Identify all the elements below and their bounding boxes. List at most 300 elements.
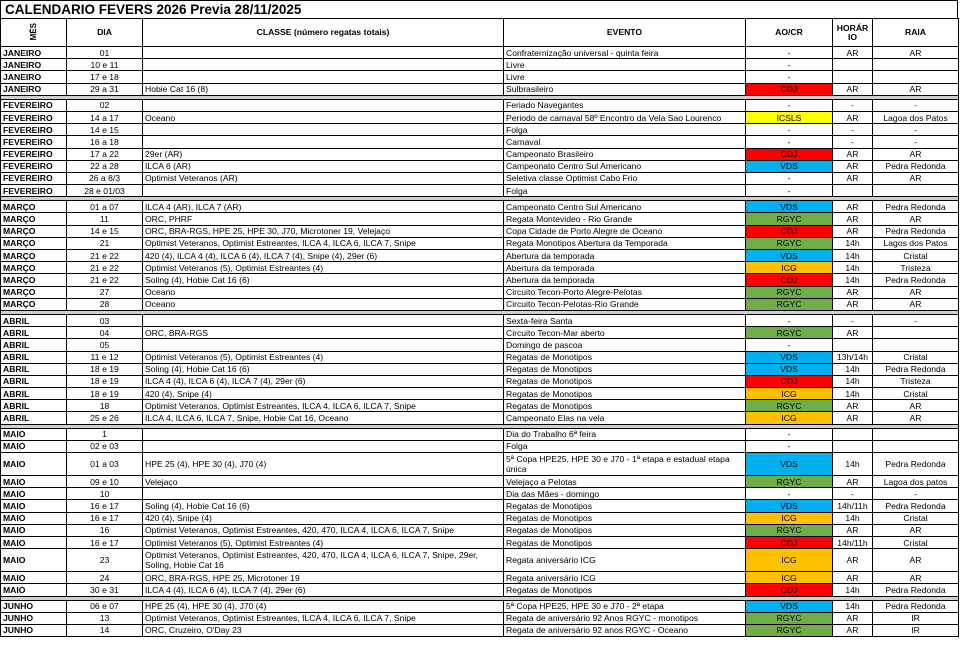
time-cell: AR — [833, 160, 873, 172]
venue-cell: IR — [873, 612, 959, 624]
calendar-row — [1, 262, 959, 274]
time-cell: AR — [833, 213, 873, 225]
venue-cell: AR — [873, 524, 959, 536]
class-cell: ILCA 4 (4), ILCA 6 (4), ILCA 7 (4), 29er (6) — [143, 375, 504, 387]
venue-cell: IR — [873, 624, 959, 636]
organizer-cell: ICG — [746, 262, 833, 274]
venue-cell: - — [873, 488, 959, 500]
event-cell: Abertura da temporada — [504, 262, 746, 274]
month-cell: MARÇO — [1, 262, 67, 274]
event-cell: Circuito Tecon-Mar aberto — [504, 327, 746, 339]
event-cell: Feriado Navegantes — [504, 99, 746, 111]
day-cell: 16 a 18 — [67, 136, 143, 148]
day-cell: 27 — [67, 286, 143, 298]
time-cell: AR — [833, 524, 873, 536]
day-cell: 02 e 03 — [67, 440, 143, 452]
time-cell: 13h/14h — [833, 351, 873, 363]
class-cell: ORC, BRA-RGS, HPE 25, HPE 30, J70, Microtoner 19, Velejaço — [143, 225, 504, 237]
day-cell: 18 e 19 — [67, 375, 143, 387]
month-cell: MARÇO — [1, 237, 67, 249]
class-cell: Soling (4), Hobie Cat 16 (6) — [143, 500, 504, 512]
organizer-cell: ICG — [746, 412, 833, 424]
day-cell: 18 e 19 — [67, 363, 143, 375]
month-cell: JANEIRO — [1, 47, 67, 59]
event-cell: Regata aniversário ICG — [504, 549, 746, 572]
time-cell: 14h — [833, 584, 873, 596]
organizer-cell: VDS — [746, 160, 833, 172]
time-cell — [833, 428, 873, 440]
venue-cell: Lagoa dos Patos — [873, 111, 959, 123]
venue-cell: Lagoa dos patos — [873, 476, 959, 488]
time-cell: - — [833, 99, 873, 111]
organizer-cell: - — [746, 440, 833, 452]
event-cell: Seletiva classe Optimist Cabo Frio — [504, 172, 746, 184]
class-cell: ORC, PHRF — [143, 213, 504, 225]
calendar-row — [1, 111, 959, 123]
venue-cell: Pedra Redonda — [873, 225, 959, 237]
organizer-cell: RGYC — [746, 612, 833, 624]
time-cell: - — [833, 488, 873, 500]
month-cell: FEVEREIRO — [1, 148, 67, 160]
organizer-cell: RGYC — [746, 624, 833, 636]
event-cell: Abertura da temporada — [504, 274, 746, 286]
day-cell: 18 — [67, 400, 143, 412]
time-cell: 14h — [833, 274, 873, 286]
organizer-cell: VDS — [746, 363, 833, 375]
calendar-row — [1, 250, 959, 262]
month-cell: MAIO — [1, 440, 67, 452]
day-cell: 21 e 22 — [67, 274, 143, 286]
venue-cell: Cristal — [873, 536, 959, 548]
time-cell: AR — [833, 476, 873, 488]
day-cell: 22 a 28 — [67, 160, 143, 172]
calendar-row — [1, 59, 959, 71]
organizer-cell: VDS — [746, 201, 833, 213]
day-cell: 13 — [67, 612, 143, 624]
event-cell: Regatas de Monotipos — [504, 584, 746, 596]
class-cell: 29er (AR) — [143, 148, 504, 160]
time-cell: AR — [833, 83, 873, 95]
day-cell: 09 e 10 — [67, 476, 143, 488]
calendar-row — [1, 124, 959, 136]
time-cell — [833, 185, 873, 197]
class-cell: HPE 25 (4), HPE 30 (4), J70 (4) — [143, 453, 504, 476]
event-cell: Campeonato Centro Sul Americano — [504, 201, 746, 213]
calendar-row — [1, 148, 959, 160]
month-cell: ABRIL — [1, 351, 67, 363]
calendar-title: CALENDARIO FEVERS 2026 Previa 28/11/2025 — [0, 0, 958, 18]
event-cell: Regata de aniversário 92 anos RGYC - Oceano — [504, 624, 746, 636]
day-cell: 14 a 17 — [67, 111, 143, 123]
header-evento: EVENTO — [504, 19, 746, 47]
day-cell: 16 — [67, 524, 143, 536]
venue-cell: AR — [873, 148, 959, 160]
time-cell: AR — [833, 412, 873, 424]
month-cell: FEVEREIRO — [1, 172, 67, 184]
month-cell: MAIO — [1, 584, 67, 596]
calendar-row — [1, 225, 959, 237]
organizer-cell: VDS — [746, 250, 833, 262]
month-cell: MARÇO — [1, 213, 67, 225]
class-cell: ORC, BRA-RGS — [143, 327, 504, 339]
event-cell: Circuito Tecon-Porto Alegre-Pelotas — [504, 286, 746, 298]
calendar-row — [1, 624, 959, 636]
organizer-cell: - — [746, 136, 833, 148]
organizer-cell: CDJ — [746, 225, 833, 237]
event-cell: Regatas de Monotipos — [504, 400, 746, 412]
month-cell: JANEIRO — [1, 59, 67, 71]
calendar-row — [1, 428, 959, 440]
organizer-cell: VDS — [746, 500, 833, 512]
month-cell: JUNHO — [1, 612, 67, 624]
time-cell: 14h — [833, 512, 873, 524]
day-cell: 01 a 07 — [67, 201, 143, 213]
event-cell: Circuito Tecon-Pelotas-Rio Grande — [504, 298, 746, 310]
venue-cell: Pedra Redonda — [873, 363, 959, 375]
month-cell: MAIO — [1, 572, 67, 584]
month-cell: ABRIL — [1, 327, 67, 339]
class-cell — [143, 99, 504, 111]
event-cell: Folga — [504, 124, 746, 136]
venue-cell — [873, 327, 959, 339]
calendar-row — [1, 476, 959, 488]
month-cell: JANEIRO — [1, 71, 67, 83]
venue-cell — [873, 59, 959, 71]
calendar-row — [1, 363, 959, 375]
month-cell: MAIO — [1, 476, 67, 488]
event-cell: Carnaval — [504, 136, 746, 148]
time-cell: 14h — [833, 388, 873, 400]
day-cell: 01 a 03 — [67, 453, 143, 476]
event-cell: Dia das Mães - domingo — [504, 488, 746, 500]
class-cell: Optimist Veteranos, Optimist Estreantes, ILCA 4, ILCA 6, ILCA 7, Snipe — [143, 237, 504, 249]
day-cell: 16 e 17 — [67, 536, 143, 548]
event-cell: Regatas de Monotipos — [504, 375, 746, 387]
month-cell: MAIO — [1, 512, 67, 524]
day-cell: 16 e 17 — [67, 500, 143, 512]
venue-cell — [873, 428, 959, 440]
day-cell: 28 — [67, 298, 143, 310]
venue-cell: AR — [873, 572, 959, 584]
calendar-row — [1, 327, 959, 339]
calendar-row — [1, 83, 959, 95]
calendar-row — [1, 136, 959, 148]
time-cell: 14h — [833, 375, 873, 387]
event-cell: Regata Monotipos Abertura da Temporada — [504, 237, 746, 249]
day-cell: 10 e 11 — [67, 59, 143, 71]
organizer-cell: ICG — [746, 388, 833, 400]
organizer-cell: ICG — [746, 572, 833, 584]
class-cell — [143, 47, 504, 59]
calendar-row — [1, 339, 959, 351]
class-cell — [143, 488, 504, 500]
header-classe: CLASSE (número regatas totais) — [143, 19, 504, 47]
time-cell: 14h — [833, 600, 873, 612]
organizer-cell: CDJ — [746, 375, 833, 387]
day-cell: 21 — [67, 237, 143, 249]
event-cell: Regata aniversário ICG — [504, 572, 746, 584]
day-cell: 28 e 01/03 — [67, 185, 143, 197]
organizer-cell: - — [746, 488, 833, 500]
organizer-cell: - — [746, 71, 833, 83]
month-cell: MAIO — [1, 536, 67, 548]
day-cell: 05 — [67, 339, 143, 351]
time-cell: 14h — [833, 237, 873, 249]
month-cell: MAIO — [1, 524, 67, 536]
class-cell — [143, 428, 504, 440]
calendar-row — [1, 286, 959, 298]
calendar-row — [1, 600, 959, 612]
day-cell: 16 e 17 — [67, 512, 143, 524]
class-cell: Oceano — [143, 298, 504, 310]
day-cell: 04 — [67, 327, 143, 339]
organizer-cell: RGYC — [746, 286, 833, 298]
month-cell: FEVEREIRO — [1, 185, 67, 197]
month-cell: MARÇO — [1, 225, 67, 237]
day-cell: 11 e 12 — [67, 351, 143, 363]
calendar-row — [1, 524, 959, 536]
event-cell: Confraternização universal - quinta feira — [504, 47, 746, 59]
time-cell: AR — [833, 201, 873, 213]
class-cell: Oceano — [143, 111, 504, 123]
day-cell: 29 a 31 — [67, 83, 143, 95]
venue-cell: Cristal — [873, 388, 959, 400]
time-cell: AR — [833, 327, 873, 339]
organizer-cell: CDJ — [746, 274, 833, 286]
class-cell — [143, 136, 504, 148]
class-cell: Optimist Veteranos (AR) — [143, 172, 504, 184]
organizer-cell: RGYC — [746, 237, 833, 249]
venue-cell: Cristal — [873, 351, 959, 363]
day-cell: 25 e 26 — [67, 412, 143, 424]
event-cell: Regatas de Monotipos — [504, 500, 746, 512]
calendar-row — [1, 298, 959, 310]
venue-cell: - — [873, 99, 959, 111]
event-cell: Velejaço a Pelotas — [504, 476, 746, 488]
venue-cell: AR — [873, 213, 959, 225]
day-cell: 24 — [67, 572, 143, 584]
month-cell: ABRIL — [1, 388, 67, 400]
day-cell: 21 e 22 — [67, 250, 143, 262]
month-cell: ABRIL — [1, 400, 67, 412]
day-cell: 18 e 19 — [67, 388, 143, 400]
time-cell: - — [833, 314, 873, 326]
class-cell: ILCA 4 (4), ILCA 6 (4), ILCA 7 (4), 29er (6) — [143, 584, 504, 596]
month-cell: JUNHO — [1, 624, 67, 636]
calendar-row — [1, 47, 959, 59]
calendar-row — [1, 213, 959, 225]
venue-cell — [873, 339, 959, 351]
organizer-cell: - — [746, 124, 833, 136]
calendar-row — [1, 388, 959, 400]
month-cell: FEVEREIRO — [1, 136, 67, 148]
day-cell: 06 e 07 — [67, 600, 143, 612]
event-cell: Regata Montevideo - Rio Grande — [504, 213, 746, 225]
venue-cell — [873, 440, 959, 452]
time-cell — [833, 71, 873, 83]
month-cell: ABRIL — [1, 412, 67, 424]
month-cell: MARÇO — [1, 201, 67, 213]
calendar-row — [1, 512, 959, 524]
header-mes: MÊS — [1, 19, 67, 47]
time-cell: AR — [833, 298, 873, 310]
day-cell: 14 — [67, 624, 143, 636]
venue-cell — [873, 71, 959, 83]
organizer-cell: - — [746, 428, 833, 440]
time-cell: AR — [833, 47, 873, 59]
class-cell: Soling (4), Hobie Cat 16 (6) — [143, 274, 504, 286]
venue-cell: AR — [873, 83, 959, 95]
time-cell: AR — [833, 624, 873, 636]
event-cell: 5ª Copa HPE25, HPE 30 e J70 - 2ª etapa — [504, 600, 746, 612]
time-cell: AR — [833, 225, 873, 237]
organizer-cell: - — [746, 314, 833, 326]
venue-cell: AR — [873, 47, 959, 59]
time-cell: AR — [833, 572, 873, 584]
day-cell: 21 e 22 — [67, 262, 143, 274]
event-cell: Regatas de Monotipos — [504, 524, 746, 536]
month-cell: JANEIRO — [1, 83, 67, 95]
venue-cell: AR — [873, 172, 959, 184]
time-cell: - — [833, 124, 873, 136]
organizer-cell: RGYC — [746, 213, 833, 225]
organizer-cell: - — [746, 47, 833, 59]
event-cell: Campeonato Elas na vela — [504, 412, 746, 424]
class-cell: Oceano — [143, 286, 504, 298]
organizer-cell: RGYC — [746, 327, 833, 339]
month-cell: FEVEREIRO — [1, 111, 67, 123]
calendar-row — [1, 412, 959, 424]
venue-cell: Cristal — [873, 250, 959, 262]
month-cell: ABRIL — [1, 339, 67, 351]
day-cell: 10 — [67, 488, 143, 500]
month-cell: MAIO — [1, 500, 67, 512]
calendar-row — [1, 351, 959, 363]
calendar-row — [1, 201, 959, 213]
time-cell: 14h — [833, 363, 873, 375]
class-cell: Optimist Veteranos, Optimist Estreantes, 420, 470, ILCA 4, ILCA 6, ILCA 7, Snipe — [143, 524, 504, 536]
venue-cell: Pedra Redonda — [873, 600, 959, 612]
class-cell: ILCA 4 (AR), ILCA 7 (AR) — [143, 201, 504, 213]
calendar-row — [1, 584, 959, 596]
event-cell: Regatas de Monotipos — [504, 363, 746, 375]
event-cell: Regatas de Monotipos — [504, 512, 746, 524]
event-cell: Livre — [504, 71, 746, 83]
calendar-row — [1, 71, 959, 83]
class-cell — [143, 71, 504, 83]
day-cell: 14 e 15 — [67, 225, 143, 237]
class-cell: 420 (4), ILCA 4 (4), ILCA 6 (4), ILCA 7 (4), Snipe (4), 29er (6) — [143, 250, 504, 262]
event-cell: Campeonato Brasileiro — [504, 148, 746, 160]
calendar-row — [1, 500, 959, 512]
organizer-cell: ICG — [746, 512, 833, 524]
venue-cell: Cristal — [873, 512, 959, 524]
event-cell: 5ª Copa HPE25, HPE 30 e J70 - 1ª etapa e estadual etapa única — [504, 453, 746, 476]
month-cell: ABRIL — [1, 363, 67, 375]
calendar-body — [1, 47, 959, 637]
month-cell: MARÇO — [1, 298, 67, 310]
event-cell: Regata de aniversário 92 Anos RGYC - monotipos — [504, 612, 746, 624]
calendar-row — [1, 274, 959, 286]
organizer-cell: - — [746, 185, 833, 197]
venue-cell: Tristeza — [873, 262, 959, 274]
calendar-row — [1, 536, 959, 548]
venue-cell — [873, 185, 959, 197]
organizer-cell: RGYC — [746, 476, 833, 488]
class-cell: HPE 25 (4), HPE 30 (4), J70 (4) — [143, 600, 504, 612]
time-cell: AR — [833, 286, 873, 298]
month-cell: ABRIL — [1, 375, 67, 387]
venue-cell: Pedra Redonda — [873, 274, 959, 286]
calendar-row — [1, 488, 959, 500]
organizer-cell: VDS — [746, 453, 833, 476]
calendar-row — [1, 549, 959, 572]
class-cell: Hobie Cat 16 (8) — [143, 83, 504, 95]
venue-cell: Pedra Redonda — [873, 453, 959, 476]
calendar-row — [1, 612, 959, 624]
venue-cell: - — [873, 124, 959, 136]
month-cell: MAIO — [1, 428, 67, 440]
time-cell: 14h — [833, 250, 873, 262]
event-cell: Folga — [504, 440, 746, 452]
class-cell: Optimist Veteranos (5), Optimist Estreantes (4) — [143, 536, 504, 548]
calendar-row — [1, 99, 959, 111]
day-cell: 11 — [67, 213, 143, 225]
class-cell: Optimist Veteranos (5), Optimist Estreantes (4) — [143, 351, 504, 363]
time-cell: AR — [833, 172, 873, 184]
calendar-row — [1, 572, 959, 584]
organizer-cell: - — [746, 339, 833, 351]
organizer-cell: - — [746, 172, 833, 184]
organizer-cell: VDS — [746, 351, 833, 363]
calendar-row — [1, 172, 959, 184]
month-cell: ABRIL — [1, 314, 67, 326]
header-row — [1, 19, 959, 47]
time-cell: 14h/11h — [833, 500, 873, 512]
class-cell: 420 (4), Snipe (4) — [143, 512, 504, 524]
event-cell: Periodo de carnaval 58º Encontro da Vela Sao Lourenco — [504, 111, 746, 123]
calendar-table — [0, 18, 959, 637]
calendar-row — [1, 400, 959, 412]
organizer-cell: RGYC — [746, 524, 833, 536]
event-cell: Sexta-feira Santa — [504, 314, 746, 326]
day-cell: 23 — [67, 549, 143, 572]
organizer-cell: CDJ — [746, 83, 833, 95]
day-cell: 1 — [67, 428, 143, 440]
day-cell: 01 — [67, 47, 143, 59]
day-cell: 14 e 15 — [67, 124, 143, 136]
event-cell: Domingo de pascoa — [504, 339, 746, 351]
organizer-cell: - — [746, 59, 833, 71]
month-cell: MARÇO — [1, 274, 67, 286]
organizer-cell: CDJ — [746, 584, 833, 596]
venue-cell: AR — [873, 400, 959, 412]
header-raia: RAIA — [873, 19, 959, 47]
event-cell: Sulbrasileiro — [504, 83, 746, 95]
time-cell — [833, 339, 873, 351]
class-cell — [143, 185, 504, 197]
organizer-cell: VDS — [746, 600, 833, 612]
organizer-cell: ICSLS — [746, 111, 833, 123]
organizer-cell: RGYC — [746, 400, 833, 412]
time-cell: 14h — [833, 453, 873, 476]
organizer-cell: ICG — [746, 549, 833, 572]
event-cell: Abertura da temporada — [504, 250, 746, 262]
day-cell: 02 — [67, 99, 143, 111]
time-cell: AR — [833, 612, 873, 624]
month-cell: MARÇO — [1, 250, 67, 262]
venue-cell: Pedra Redonda — [873, 160, 959, 172]
